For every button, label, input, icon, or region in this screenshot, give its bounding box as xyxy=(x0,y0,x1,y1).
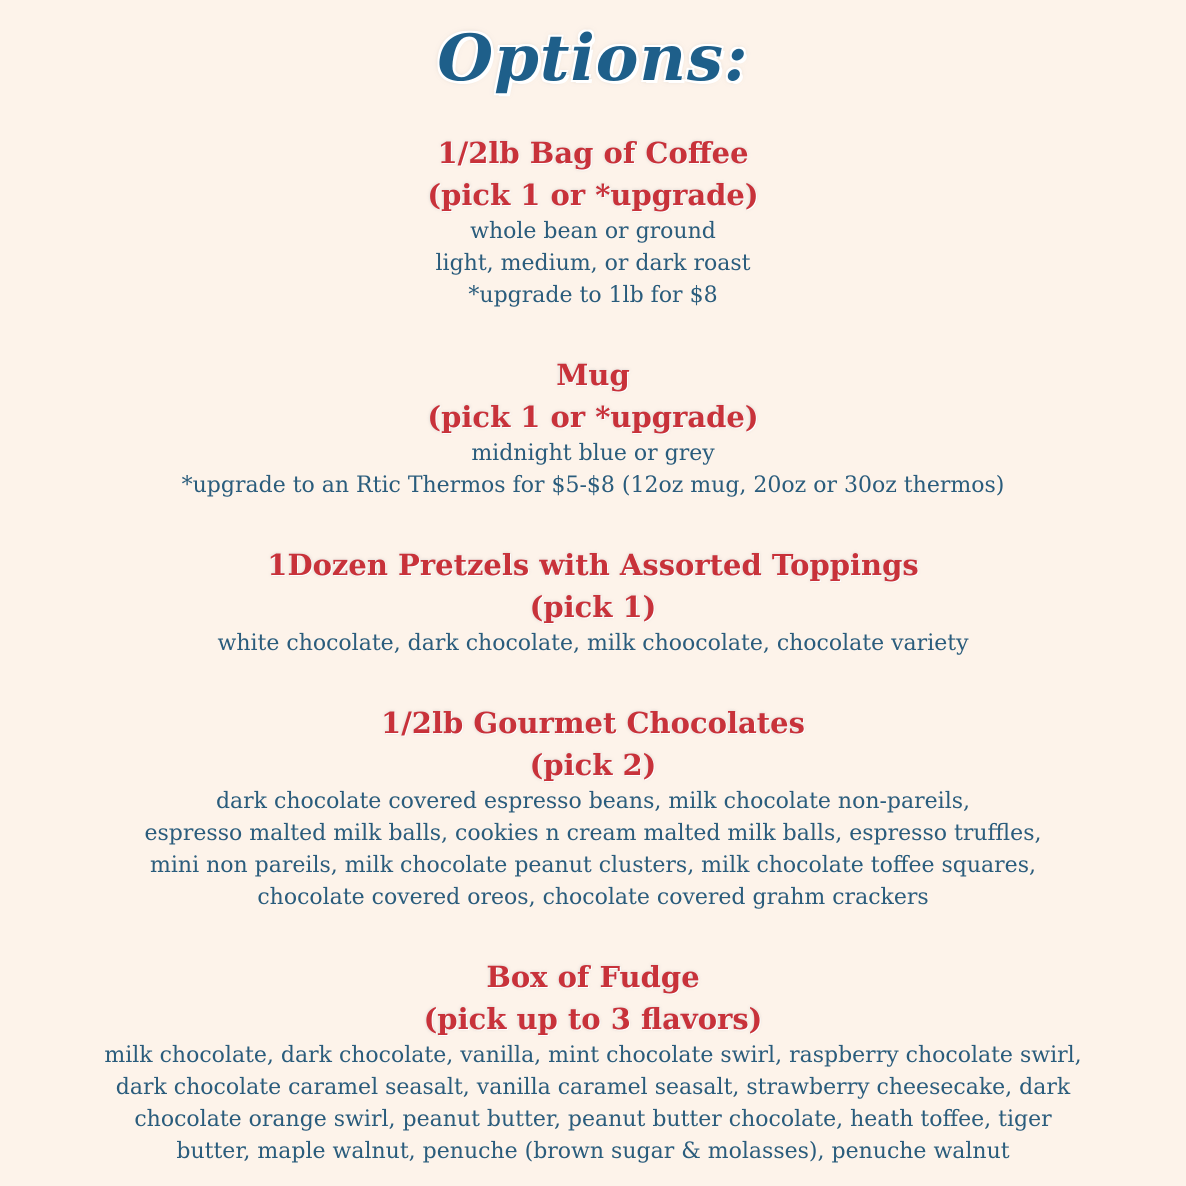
section-line: butter, maple walnut, penuche (brown sugar & molasses), penuche walnut xyxy=(176,1139,1010,1164)
section-line: *upgrade to an Rtic Thermos for $5-$8 (12oz mug, 20oz or 30oz thermos) xyxy=(181,473,1005,498)
section-fudge xyxy=(0,956,1186,1168)
section-line: espresso malted milk balls, cookies n cream malted milk balls, espresso truffles, xyxy=(144,821,1042,846)
section-pretzels xyxy=(0,544,1186,660)
section-line: *upgrade to 1lb for $8 xyxy=(468,283,718,308)
section-subheading: (pick up to 3 flavors) xyxy=(423,1002,763,1036)
page-title: Options: xyxy=(437,21,749,96)
section-line: chocolate orange swirl, peanut butter, peanut butter chocolate, heath toffee, tiger xyxy=(134,1107,1052,1132)
section-heading: 1Dozen Pretzels with Assorted Toppings xyxy=(267,548,919,582)
section-subheading: (pick 1 or *upgrade) xyxy=(427,400,759,434)
section-line: milk chocolate, dark chocolate, vanilla, mint chocolate swirl, raspberry chocolate swirl, xyxy=(104,1043,1082,1068)
section-line: dark chocolate caramel seasalt, vanilla caramel seasalt, strawberry cheesecake, dark xyxy=(115,1075,1071,1100)
section-line: white chocolate, dark chocolate, milk choocolate, chocolate variety xyxy=(217,631,969,656)
section-line: midnight blue or grey xyxy=(471,441,715,466)
section-heading: 1/2lb Bag of Coffee xyxy=(437,136,749,170)
section-subheading: (pick 1 or *upgrade) xyxy=(427,178,759,212)
section-subheading: (pick 2) xyxy=(529,748,657,782)
section-chocolates xyxy=(0,702,1186,914)
section-coffee xyxy=(0,132,1186,312)
section-heading: Mug xyxy=(556,358,630,392)
section-line: chocolate covered oreos, chocolate covered grahm crackers xyxy=(257,885,929,910)
section-subheading: (pick 1) xyxy=(529,590,657,624)
section-heading: 1/2lb Gourmet Chocolates xyxy=(381,706,805,740)
section-heading: Box of Fudge xyxy=(486,960,700,994)
section-line: mini non pareils, milk chocolate peanut clusters, milk chocolate toffee squares, xyxy=(150,853,1036,878)
section-line: whole bean or ground xyxy=(470,219,716,244)
section-mug xyxy=(0,354,1186,502)
section-line: light, medium, or dark roast xyxy=(435,251,751,276)
section-line: dark chocolate covered espresso beans, milk chocolate non-pareils, xyxy=(215,789,971,814)
